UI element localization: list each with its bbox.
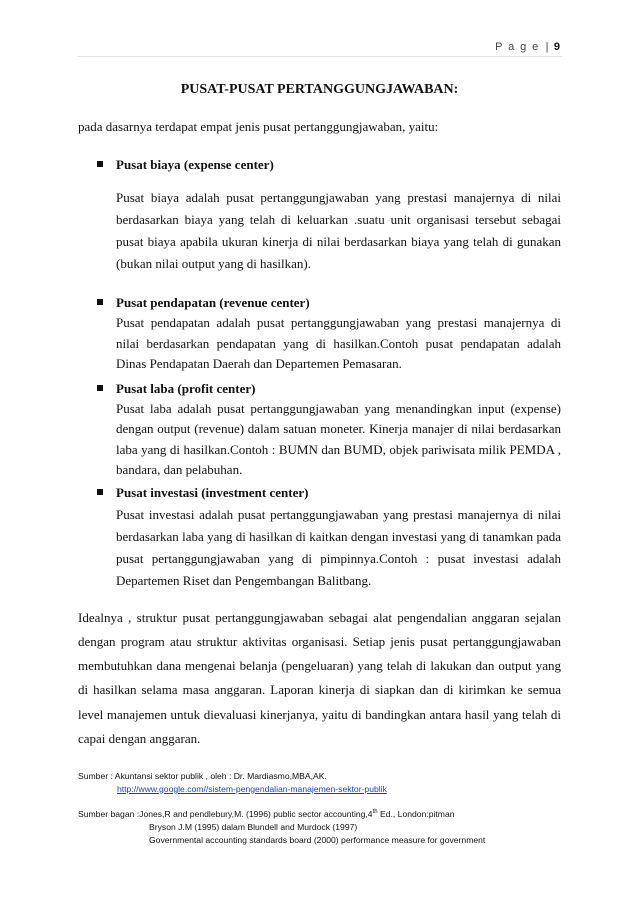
closing-paragraph: Idealnya , struktur pusat pertanggungjawaban sebagai alat pengendalian anggaran sejalan dengan program atau struktur aktivitas organisasi. Setiap jenis pusat pertanggungjawaban membutuhkan dana mengenai belanja (pengeluaran) yang telah di lakukan dan output yang di hasilkan selama masa anggaran. Laporan kinerja di siapkan dan di kirimkan ke semua level manajemen untuk dievaluasi kinerjanya, yaitu di bandingkan antara hasil yang telah di capai dengan anggaran. xyxy=(78,609,561,746)
section-heading: Pusat biaya (expense center) xyxy=(116,157,274,172)
section-body: Pusat pendapatan adalah pusat pertanggungjawaban yang prestasi manajernya di nilai berdasarkan pendapatan yang di hasilkan.Contoh pusat pendapatan adalah Dinas Pendapatan Daerah dan Departemen Pemasaran. xyxy=(116,315,561,371)
source-line: Sumber : Akuntansi sektor publik , oleh : Dr. Mardiasmo,MBA,AK. xyxy=(78,771,327,781)
section-revenue-center xyxy=(78,295,561,375)
intro-paragraph: pada dasarnya terdapat empat jenis pusat pertanggungjawaban, yaitu: xyxy=(78,119,439,134)
section-profit-center xyxy=(78,381,561,481)
edition-superscript: th xyxy=(372,809,378,816)
chart-source-prefix: Sumber bagan :Jones,R and pendlebury,M. (1996) public sector accounting,4 xyxy=(78,809,373,820)
page-number: 9 xyxy=(553,41,560,53)
header-divider xyxy=(77,56,562,57)
reference-line: Bryson J.M (1995) dalam Blundell and Murdock (1997) xyxy=(149,821,358,832)
chart-source-suffix: Ed., London:pitman xyxy=(377,809,455,820)
chart-source-line xyxy=(78,806,568,821)
document-body xyxy=(78,81,561,751)
page-label: P a g e xyxy=(495,41,540,53)
square-bullet-icon xyxy=(97,161,103,167)
section-expense-center xyxy=(78,157,561,275)
square-bullet-icon xyxy=(97,489,103,495)
section-body: Pusat biaya adalah pusat pertanggungjawaban yang prestasi manajernya di nilai berdasarkan biaya yang telah di keluarkan .suatu unit organisasi tersebut sebagai pusat biaya apabila ukuran kinerja di nilai berdasarkan biaya yang telah di gunakan (bukan nilai output yang di hasilkan). xyxy=(116,190,561,271)
section-investment-center xyxy=(78,485,561,592)
section-heading: Pusat pendapatan (revenue center) xyxy=(116,295,310,310)
document-title: PUSAT-PUSAT PERTANGGUNGJAWABAN: xyxy=(180,82,459,97)
square-bullet-icon xyxy=(97,385,103,391)
source-link[interactable]: http://www.google.com//sistem-pengendalian-manajemen-sektor-publik xyxy=(117,783,387,794)
section-body: Pusat investasi adalah pusat pertanggungjawaban yang prestasi manajernya di nilai berdasarkan laba yang di hasilkan di kaitkan dengan investasi yang di tanamkan pada pusat pertanggungjawaban yang di pimpinnya.Contoh : pusat investasi adalah Departemen Riset dan Pengembangan Balitbang. xyxy=(116,506,561,588)
page-separator: | xyxy=(545,41,550,53)
square-bullet-icon xyxy=(97,299,103,305)
section-heading: Pusat laba (profit center) xyxy=(116,380,256,396)
section-heading: Pusat investasi (investment center) xyxy=(116,484,309,500)
reference-line: Governmental accounting standards board (2000) performance measure for government xyxy=(149,834,486,845)
footer-references xyxy=(78,770,568,846)
section-body: Pusat laba adalah pusat pertanggungjawaban yang menandingkan input (expense) dengan output (revenue) dalam satuan moneter. Kinerja manajer di nilai berdasarkan laba yang di hasilkan.Contoh : BUMN dan BUMD, objek pariwisata milik PEMDA , bandara, dan pelabuhan. xyxy=(116,400,561,477)
page-header xyxy=(495,41,560,53)
